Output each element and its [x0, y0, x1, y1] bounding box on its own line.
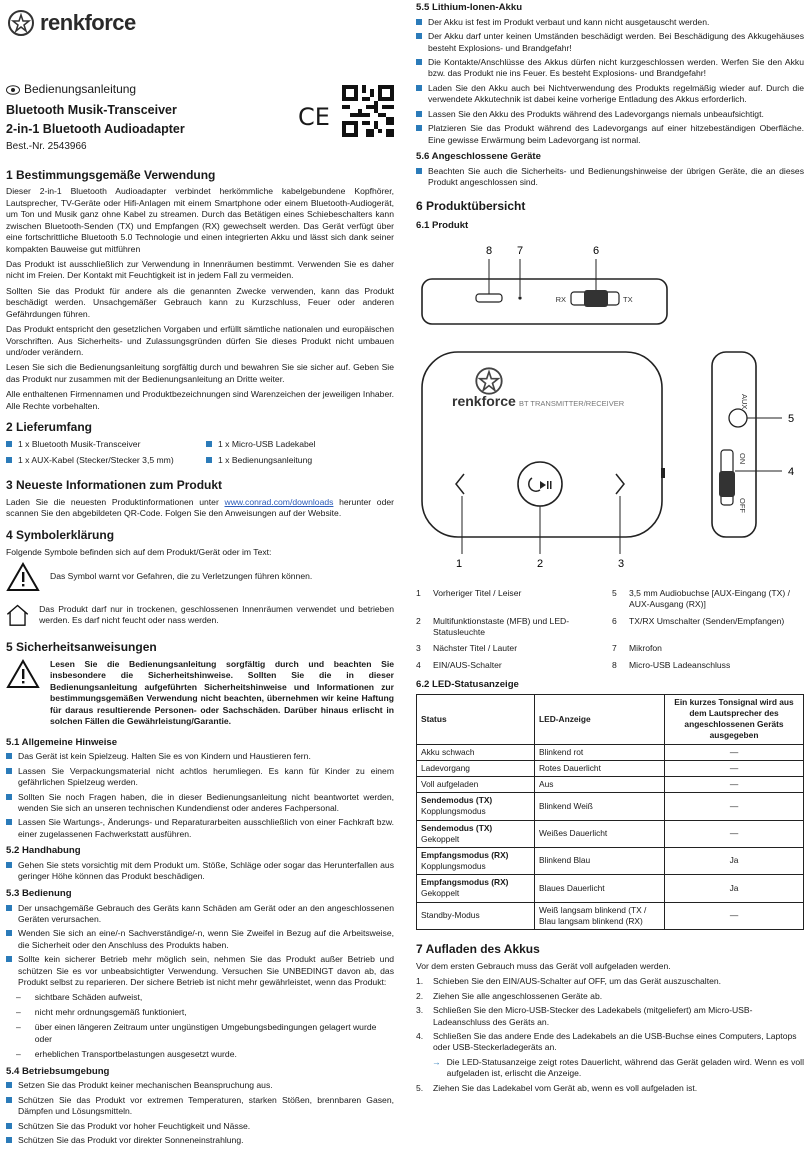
- status-cell: Sendemodus (TX) Kopplungsmodus: [417, 793, 535, 820]
- list-item: Der Akku darf unter keinen Umständen beschädigt werden. Bei Beschädigung des Akkugehäuses besteht Explosions- und Brandgefahr!: [416, 31, 804, 54]
- tone-cell: —: [665, 777, 804, 793]
- product-title-2: 2-in-1 Bluetooth Audioadapter: [6, 121, 185, 136]
- dash-item: – über einen längeren Zeitraum unter ungünstigen Umgebungsbedingungen gelagert wurde oder: [16, 1022, 377, 1044]
- s1-paragraph: Das Produkt ist ausschließlich zur Verwendung in Innenräumen bestimmt. Verwenden Sie es daher nicht im Freien. Der Kontakt mit Feuchtigkeit ist in jedem Fall zu vermeiden.: [6, 258, 394, 281]
- safety-warning-text: Lesen Sie die Bedienungsanleitung sorgfältig durch und beachten Sie insbesondere die Sicherheitshinweise. Sollten Sie die in dieser Bedienungsanleitung aufgeführten Sicherheitshinweise und Informationen zur bestimmungsgemäßen Verwendung nicht beachten, übernehmen wir keine Haftung für daraus resultierende Personen- oder Sachschäden. Darüber hinaus erlischt in solchen Fällen die Gewährleistung/Garantie.: [50, 658, 394, 727]
- callout-1: 1: [455, 558, 463, 571]
- microphone-icon: [518, 297, 521, 300]
- off-label: OFF: [738, 498, 747, 514]
- s1-paragraph: Dieser 2-in-1 Bluetooth Audioadapter verbindet herkömmliche kabelgebundene Kopfhörer, Lautsprecher, TV-Geräte oder Hifi-Anlagen mit einem Smartphone oder einem Bluetooth-Audiogerät, um Ton und Musik ganz ohne Kabel zu streamen. Durch das Betätigen eines Schiebeschalters kann zwischen Bluetooth-Senden (TX) und Empfangen (RX) gewechselt werden. Das Gerät verfügt über eine fortschrittliche Bluetooth 5.0 Technologie und einen integrierten Akku und lässt sich dank seiner kompakten Bauweise gut mitführen: [6, 186, 394, 254]
- s7-intro: Vor dem ersten Gebrauch muss das Gerät voll aufgeladen werden.: [416, 960, 671, 971]
- led-cell: Blinkend Blau: [535, 847, 665, 874]
- list-item: Lassen Sie Wartungs-, Änderungs- und Reparaturarbeiten ausschließlich von einer Fachkraft bzw. einer zugelassenen Fachwerkstatt ausführen.: [6, 817, 394, 840]
- table-row: [417, 793, 804, 820]
- tone-cell: —: [665, 820, 804, 847]
- list-item: Gehen Sie stets vorsichtig mit dem Produkt um. Stöße, Schläge oder sogar das Herunterfallen aus geringer Höhe können das Produkt beschädigen.: [6, 860, 394, 883]
- device-side-view: [712, 352, 794, 537]
- table-row: [417, 777, 804, 793]
- table-row: [417, 744, 804, 760]
- house-description: Das Produkt darf nur in trockenen, geschlossenen Innenräumen verwendet und betrieben werden. Es darf nicht feucht oder nass werden.: [39, 603, 394, 626]
- list-item: 1 x AUX-Kabel (Stecker/Stecker 3,5 mm): [6, 455, 206, 466]
- s1-paragraph: Das Produkt entspricht den gesetzlichen Vorgaben und erfüllt sämtliche nationalen und europäischen Vorschriften. Aus Sicherheits- und Zulassungsgründen dürfen Sie dieses Produkt nicht umbauen und/oder verändern.: [6, 324, 394, 357]
- s1-paragraph: Sollten Sie das Produkt für andere als die genannten Zwecke verwenden, kann das Produkt beschädigt werden. Unsachgemäßer Gebrauch kann zu Kurzschluss, Feuer oder anderen Gefährdungen führen.: [6, 285, 394, 319]
- led-cell: Rotes Dauerlicht: [535, 760, 665, 776]
- step-item: 2. Ziehen Sie alle angeschlossenen Geräte ab.: [416, 990, 603, 1001]
- list-item: Laden Sie den Akku auch bei Nichtverwendung des Produkts regelmäßig wieder auf. Durch die verwendete Akkutechnik ist dabei keine vorherige Entladung des Akkus erforderlich.: [416, 83, 804, 106]
- order-number: Best.-Nr. 2543966: [6, 141, 87, 153]
- list-item: Beachten Sie auch die Sicherheits- und Bedienungshinweise der übrigen Geräte, die an dieses Produkt angeschlossen sind.: [416, 166, 804, 189]
- section-5-5-title: 5.5 Lithium-Ionen-Akku: [416, 2, 523, 13]
- status-cell: Akku schwach: [417, 744, 535, 760]
- list-item: Lassen Sie Verpackungsmaterial nicht achtlos herumliegen. Es kann für Kinder zu einem gefährlichen Spielzeug werden.: [6, 766, 394, 789]
- step-item: 1. Schieben Sie den EIN/AUS-Schalter auf OFF, um das Gerät auszuschalten.: [416, 976, 722, 987]
- ce-mark: CE: [298, 103, 330, 131]
- tx-label: TX: [623, 295, 633, 305]
- dash-item: – sichtbare Schäden aufweist,: [16, 991, 143, 1002]
- section-7-title: 7 Aufladen des Akkus: [416, 941, 540, 956]
- legend-item: 6 TX/RX Umschalter (Senden/Empfangen): [612, 615, 785, 626]
- tone-cell: —: [665, 902, 804, 929]
- section-5-title: 5 Sicherheitsanweisungen: [6, 640, 157, 655]
- list-item: Platzieren Sie das Produkt während des Ladevorgangs auf einer hitzebeständigen Oberfläche. Eine gewisse Erwärmung beim Ladevorgang ist normal.: [416, 123, 804, 146]
- section-5-1-title: 5.1 Allgemeine Hinweise: [6, 736, 118, 748]
- warning-triangle-icon: [6, 659, 40, 689]
- s1-paragraph: Lesen Sie sich die Bedienungsanleitung sorgfältig durch und bewahren Sie sie sicher auf. Geben Sie das Produkt nur zusammen mit der Bedienungsanleitung an Dritte weiter.: [6, 362, 394, 384]
- list-item: Sollten Sie noch Fragen haben, die in dieser Bedienungsanleitung nicht beantwortet werden, wenden Sie sich an unseren technischen Kundendienst oder anderes Fachpersonal.: [6, 792, 394, 815]
- section-6-title: 6 Produktübersicht: [416, 198, 526, 213]
- status-cell: Empfangsmodus (RX) Gekoppelt: [417, 875, 535, 902]
- table-row: [417, 875, 804, 902]
- device-front-view: [422, 352, 665, 570]
- callout-6: 6: [592, 245, 600, 258]
- list-item: Schützen Sie das Produkt vor hoher Feuchtigkeit und Nässe.: [6, 1121, 394, 1132]
- list-item: Wenden Sie sich an eine/-n Sachverständige/-n, wenn Sie Zweifel in Bezug auf die Arbeitsweise, die Sicherheit oder den Anschluss des Produkts haben.: [6, 928, 394, 951]
- list-item: Schützen Sie das Produkt vor direkter Sonneneinstrahlung.: [6, 1135, 394, 1146]
- table-header: LED-Anzeige: [535, 694, 665, 744]
- status-cell: Voll aufgeladen: [417, 777, 535, 793]
- table-row: [417, 820, 804, 847]
- table-row: [417, 902, 804, 929]
- legend-item: 3 Nächster Titel / Lauter: [416, 643, 518, 654]
- section-3-title: 3 Neueste Informationen zum Produkt: [6, 477, 223, 492]
- section-2-title: 2 Lieferumfang: [6, 420, 93, 435]
- eye-icon: [6, 85, 20, 95]
- status-cell: Ladevorgang: [417, 760, 535, 776]
- safety-warning-block: [6, 659, 394, 732]
- on-label: ON: [738, 453, 747, 465]
- tone-cell: —: [665, 793, 804, 820]
- arrow-note: → Die LED-Statusanzeige zeigt rotes Dauerlicht, während das Gerät geladen wird. Wenn es voll aufgeladen ist, erlischt die Anzeige.: [432, 1056, 804, 1079]
- legend-item: 8 Micro-USB Ladeanschluss: [612, 659, 731, 670]
- s3-post: herunter oder scannen Sie den abgebildeten QR-Code. Folgen Sie den Anweisungen auf der Website.: [6, 496, 395, 519]
- status-cell: Standby-Modus: [417, 902, 535, 929]
- table-header: Ein kurzes Tonsignal wird aus dem Lautsprecher des angeschlossenen Geräts ausgegeben: [665, 694, 804, 744]
- table-header: Status: [417, 694, 535, 744]
- section-5-2-title: 5.2 Handhabung: [6, 845, 81, 857]
- tone-cell: —: [665, 744, 804, 760]
- tx-rx-switch: [584, 290, 608, 307]
- led-cell: Blaues Dauerlicht: [535, 875, 665, 902]
- dash-item: – nicht mehr ordnungsgemäß funktioniert,: [16, 1006, 187, 1017]
- product-title-1: Bluetooth Musik-Transceiver: [6, 102, 177, 117]
- led-status-table: [416, 694, 804, 930]
- brand-name: renkforce: [40, 10, 136, 35]
- symbol-house-row: [6, 598, 394, 632]
- legend-item: 5 3,5 mm Audiobuchse [AUX-Eingang (TX) / AUX-Ausgang (RX)]: [612, 587, 790, 610]
- legend-item: 2 Multifunktionstaste (MFB) und LED-Statusleuchte: [416, 615, 570, 637]
- house-icon: [6, 598, 29, 632]
- warning-description: Das Symbol warnt vor Gefahren, die zu Verletzungen führen können.: [50, 571, 313, 582]
- s3-pre: Laden Sie die neuesten Produktinformationen unter: [6, 496, 225, 507]
- status-cell: Sendemodus (TX) Gekoppelt: [417, 820, 535, 847]
- dash-item: – erheblichen Transportbelastungen ausgesetzt wurde.: [16, 1049, 237, 1060]
- tone-cell: Ja: [665, 847, 804, 874]
- status-cell: Empfangsmodus (RX) Kopplungsmodus: [417, 847, 535, 874]
- callout-3: 3: [617, 558, 625, 571]
- section-1-title: 1 Bestimmungsgemäße Verwendung: [6, 167, 216, 182]
- legend-item: 1 Vorheriger Titel / Leiser: [416, 587, 522, 598]
- aux-label: AUX: [740, 394, 749, 410]
- led-cell: Aus: [535, 777, 665, 793]
- section-6-2-title: 6.2 LED-Statusanzeige: [416, 679, 519, 691]
- legend-item: 4 EIN/AUS-Schalter: [416, 659, 502, 670]
- callout-8: 8: [485, 245, 493, 258]
- list-item: Das Gerät ist kein Spielzeug. Halten Sie es von Kindern und Haustieren fern.: [6, 751, 394, 762]
- doc-type: Bedienungsanleitung: [24, 82, 137, 96]
- led-cell: Blinkend rot: [535, 744, 665, 760]
- led-cell: Weißes Dauerlicht: [535, 820, 665, 847]
- section-5-6-title: 5.6 Angeschlossene Geräte: [416, 150, 541, 162]
- table-row: [417, 847, 804, 874]
- list-item: Schützen Sie das Produkt vor extremen Temperaturen, starken Stößen, brennbaren Gasen, Dämpfen und Lösungsmitteln.: [6, 1095, 394, 1118]
- tone-cell: Ja: [665, 875, 804, 902]
- section-5-4-title: 5.4 Betriebsumgebung: [6, 1065, 110, 1077]
- component-legend: [416, 588, 804, 675]
- delivery-list: [6, 439, 394, 470]
- table-row: [417, 760, 804, 776]
- renkforce-star-icon: [8, 10, 34, 36]
- s1-paragraph: Alle enthaltenen Firmennamen und Produktbezeichnungen sind Warenzeichen der jeweiligen Inhaber. Alle Rechte vorbehalten.: [6, 389, 394, 411]
- device-text: BT TRANSMITTER/RECEIVER: [519, 399, 625, 409]
- callout-4: 4: [788, 466, 795, 479]
- list-item: Sollte kein sicherer Betrieb mehr möglich sein, nehmen Sie das Produkt außer Betrieb und schützen Sie es vor unbeabsichtigter Verwendung. Versuchen Sie UNBEDINGT davon ab, das Produkt selbst zu reparieren. Der sichere Betrieb ist nicht mehr gewährleistet, wenn das Produkt:: [6, 954, 394, 988]
- table-header-row: [417, 694, 804, 744]
- downloads-link[interactable]: www.conrad.com/downloads: [224, 496, 334, 507]
- symbol-warning-row: [6, 562, 394, 592]
- legend-item: 7 Mikrofon: [612, 643, 662, 654]
- led-cell: Weiß langsam blinkend (TX / Blau langsam blinkend (RX): [535, 902, 665, 929]
- doc-type-row: [6, 82, 394, 98]
- qr-code-icon[interactable]: [342, 85, 394, 137]
- warning-triangle-icon: [6, 562, 40, 592]
- callout-2: 2: [536, 558, 544, 571]
- list-item: 1 x Bluetooth Musik-Transceiver: [6, 439, 206, 450]
- arrow-icon: →: [432, 1056, 441, 1067]
- step-item: 4. Schließen Sie das andere Ende des Ladekabels an die USB-Buchse eines Computers, Laptops oder USB-Steckerladegeräts an.: [416, 1030, 797, 1053]
- callout-7: 7: [516, 245, 524, 258]
- tone-cell: —: [665, 760, 804, 776]
- list-item: Der unsachgemäße Gebrauch des Geräts kann Schäden am Gerät oder an den angeschlossenen Geräten verursachen.: [6, 903, 394, 926]
- list-item: 1 x Micro-USB Ladekabel: [206, 439, 394, 450]
- callout-5: 5: [788, 413, 795, 426]
- list-item: Lassen Sie den Akku des Produkts während des Ladevorgangs niemals unbeaufsichtigt.: [416, 109, 804, 120]
- section-5-3-title: 5.3 Bedienung: [6, 887, 72, 899]
- on-off-switch: [719, 471, 735, 497]
- list-item: Der Akku ist fest im Produkt verbaut und kann nicht ausgetauscht werden.: [416, 17, 804, 28]
- rx-label: RX: [555, 295, 566, 305]
- product-diagram: [416, 234, 804, 582]
- s4-intro: Folgende Symbole befinden sich auf dem Produkt/Gerät oder im Text:: [6, 546, 272, 557]
- list-item: Die Kontakte/Anschlüsse des Akkus dürfen nicht kurzgeschlossen werden. Werfen Sie den Akku bzw. das Produkt nie ins Feuer. Es besteht Explosions- und Brandgefahr!: [416, 57, 804, 80]
- step-item: 3. Schließen Sie den Micro-USB-Stecker des Ladekabels (mitgeliefert) am Micro-USB-Ladeanschluss des Geräts an.: [416, 1005, 753, 1027]
- list-item: Setzen Sie das Produkt keiner mechanischen Beanspruchung aus.: [6, 1080, 394, 1091]
- step-item: 5. Ziehen Sie das Ladekabel vom Gerät ab, wenn es voll aufgeladen ist.: [416, 1082, 698, 1093]
- led-cell: Blinkend Weiß: [535, 793, 665, 820]
- device-brand: renkforce: [452, 393, 516, 410]
- s3-paragraph: [6, 497, 394, 520]
- list-item: 1 x Bedienungsanleitung: [206, 455, 394, 466]
- section-6-1-title: 6.1 Produkt: [416, 219, 469, 231]
- brand-logo: [8, 8, 136, 37]
- section-4-title: 4 Symbolerklärung: [6, 527, 115, 542]
